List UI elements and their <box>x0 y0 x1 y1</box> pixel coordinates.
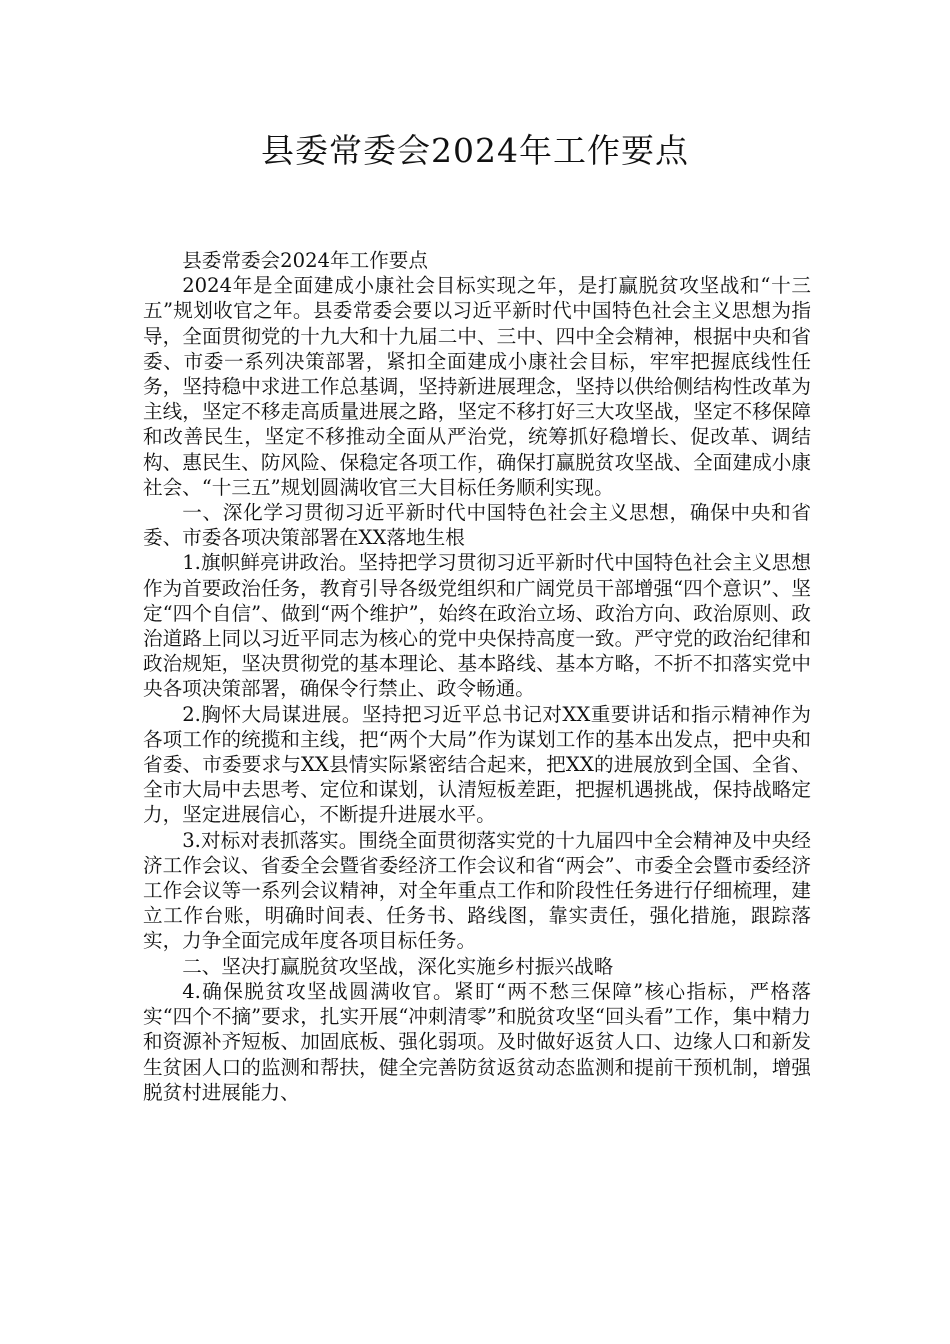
body-paragraph-item-3: 3.对标对表抓落实。围绕全面贯彻落实党的十九届四中全会精神及中央经济工作会议、省委全会暨省委经济工作会议和省“两会”、市委全会暨市委经济工作会议等一系列会议精神，对全年重点工作和阶段性任务进行仔细梳理，建立工作台账，明确时间表、任务书、路线图，靠实责任，强化措施，跟踪落实，力争全面完成年度各项目标任务。 <box>143 828 811 953</box>
document-title: 县委常委会2024年工作要点 <box>261 131 689 170</box>
body-paragraph-item-4: 4.确保脱贫攻坚战圆满收官。紧盯“两不愁三保障”核心指标，严格落实“四个不摘”要求，扎实开展“冲刺清零”和脱贫攻坚“回头看”工作，集中精力和资源补齐短板、加固底板、强化弱项。及时做好返贫人口、边缘人口和新发生贫困人口的监测和帮扶，健全完善防贫返贫动态监测和提前干预机制，增强脱贫村进展能力、 <box>143 979 811 1104</box>
body-paragraph-subtitle: 县委常委会2024年工作要点 <box>182 249 428 272</box>
body-paragraph-intro: 2024年是全面建成小康社会目标实现之年，是打赢脱贫攻坚战和“十三五”规划收官之年。县委常委会要以习近平新时代中国特色社会主义思想为指导，全面贯彻党的十九大和十九届二中、三中、四中全会精神，根据中央和省委、市委一系列决策部署，紧扣全面建成小康社会目标，牢牢把握底线性任务，坚持稳中求进工作总基调，坚持新进展理念，坚持以供给侧结构性改革为主线，坚定不移走高质量进展之路，坚定不移打好三大攻坚战，坚定不移保障和改善民生，坚定不移推动全面从严治党，统筹抓好稳增长、促改革、调结构、惠民生、防风险、保稳定各项工作，确保打赢脱贫攻坚战、全面建成小康社会、“十三五”规划圆满收官三大目标任务顺利实现。 <box>143 274 811 499</box>
document-body <box>143 248 811 1105</box>
body-paragraph-item-1: 1.旗帜鲜亮讲政治。坚持把学习贯彻习近平新时代中国特色社会主义思想作为首要政治任务，教育引导各级党组织和广阔党员干部增强“四个意识”、坚定“四个自信”、做到“两个维护”，始终在政治立场、政治方向、政治原则、政治道路上同以习近平同志为核心的党中央保持高度一致。严守党的政治纪律和政治规矩，坚决贯彻党的基本理论、基本路线、基本方略，不折不扣落实党中央各项决策部署，确保令行禁止、政令畅通。 <box>143 551 811 701</box>
section-heading-2: 二、坚决打赢脱贫攻坚战，深化实施乡村振兴战略 <box>182 954 614 978</box>
section-heading-1: 一、深化学习贯彻习近平新时代中国特色社会主义思想，确保中央和省委、市委各项决策部署在XX落地生根 <box>143 501 811 550</box>
body-paragraph-item-2: 2.胸怀大局谋进展。坚持把习近平总书记对XX重要讲话和指示精神作为各项工作的统揽和主线，把“两个大局”作为谋划工作的基本出发点，把中央和省委、市委要求与XX县情实际紧密结合起来，把XX的进展放到全国、全省、全市大局中去思考、定位和谋划，认清短板差距，把握机遇挑战，保持战略定力，坚定进展信心，不断提升进展水平。 <box>143 702 811 827</box>
